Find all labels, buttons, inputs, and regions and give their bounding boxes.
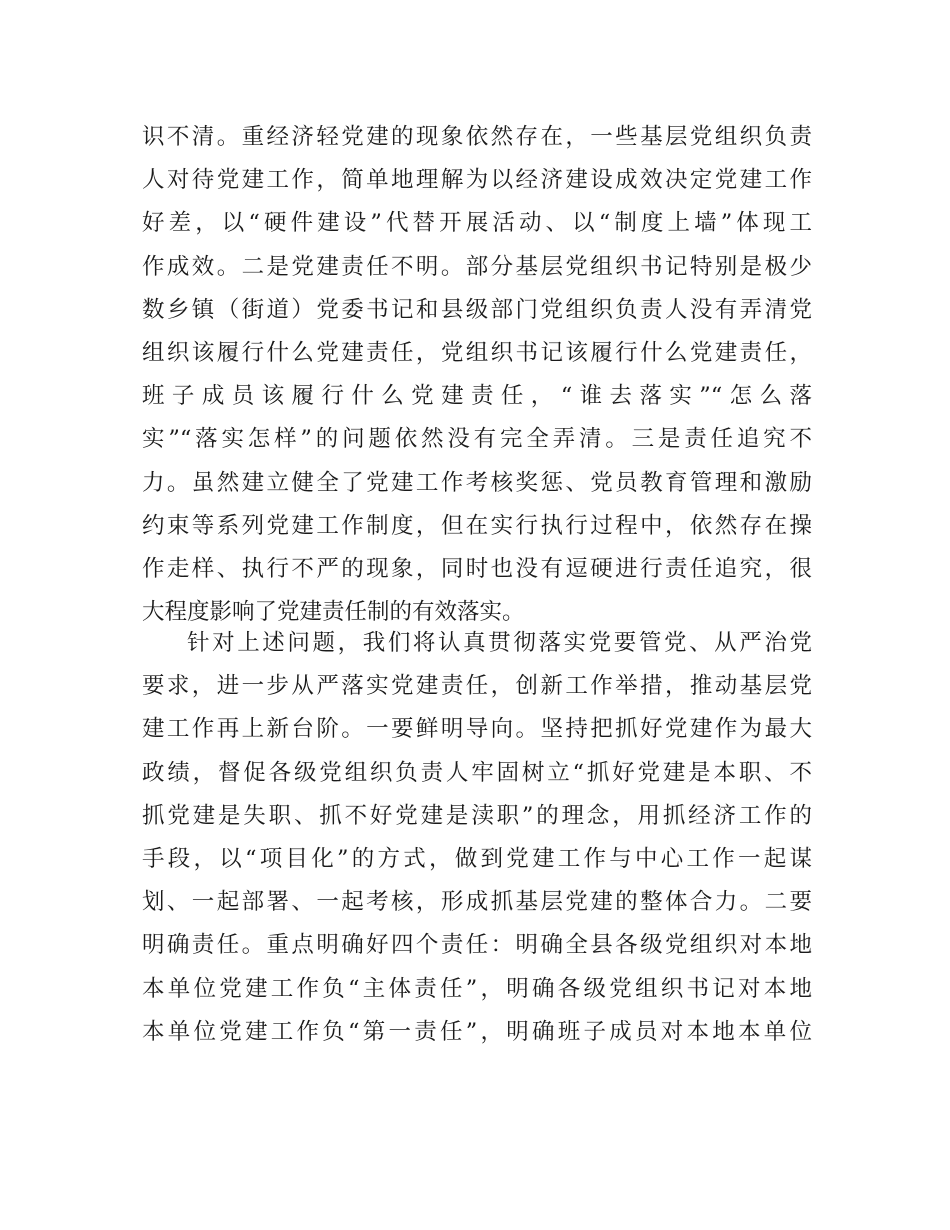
paragraph-line: 建工作再上新台阶。一要鲜明导向。坚持把抓好党建作为最大 xyxy=(142,716,812,743)
paragraph-line: 政绩，督促各级党组织负责人牢固树立“抓好党建是本职、不 xyxy=(142,759,812,786)
paragraph-line: 针对上述问题，我们将认真贯彻落实党要管党、从严治党 xyxy=(187,630,812,656)
paragraph-line: 明确责任。重点明确好四个责任：明确全县各级党组织对本地 xyxy=(142,932,812,959)
paragraph-line: 约束等系列党建工作制度，但在实行执行过程中，依然存在操 xyxy=(142,512,812,539)
paragraph-line: 大程度影响了党建责任制的有效落实。 xyxy=(142,599,525,626)
paragraph-line: 作成效。二是党建责任不明。部分基层党组织书记特别是极少 xyxy=(142,253,812,280)
paragraph-line: 班子成员该履行什么党建责任，“谁去落实”“怎么落 xyxy=(142,383,812,410)
paragraph-line: 识不清。重经济轻党建的现象依然存在，一些基层党组织负责 xyxy=(142,124,812,150)
paragraph-2 xyxy=(142,622,812,1054)
paragraph-line: 力。虽然建立健全了党建工作考核奖惩、党员教育管理和激励 xyxy=(142,469,812,496)
paragraph-line: 实”“落实怎样”的问题依然没有完全弄清。三是责任追究不 xyxy=(142,426,812,453)
paragraph-line: 手段，以“项目化”的方式，做到党建工作与中心工作一起谋 xyxy=(142,845,812,872)
paragraph-line: 本单位党建工作负“主体责任”，明确各级党组织书记对本地 xyxy=(142,975,812,1002)
paragraph-line: 数乡镇（街道）党委书记和县级部门党组织负责人没有弄清党 xyxy=(142,296,812,323)
paragraph-line: 作走样、执行不严的现象，同时也没有逗硬进行责任追究，很 xyxy=(142,555,812,582)
paragraph-line: 好差，以“硬件建设”代替开展活动、以“制度上墙”体现工 xyxy=(142,210,812,237)
paragraph-line: 划、一起部署、一起考核，形成抓基层党建的整体合力。二要 xyxy=(142,889,812,916)
paragraph-line: 本单位党建工作负“第一责任”，明确班子成员对本地本单位 xyxy=(142,1018,812,1045)
paragraph-line: 人对待党建工作，简单地理解为以经济建设成效决定党建工作 xyxy=(142,167,812,194)
paragraph-line: 组织该履行什么党建责任，党组织书记该履行什么党建责任， xyxy=(142,339,812,366)
paragraph-line: 要求，进一步从严落实党建责任，创新工作举措，推动基层党 xyxy=(142,673,812,700)
paragraph-line: 抓党建是失职、抓不好党建是渎职”的理念，用抓经济工作的 xyxy=(142,802,812,829)
paragraph-1 xyxy=(142,116,812,634)
